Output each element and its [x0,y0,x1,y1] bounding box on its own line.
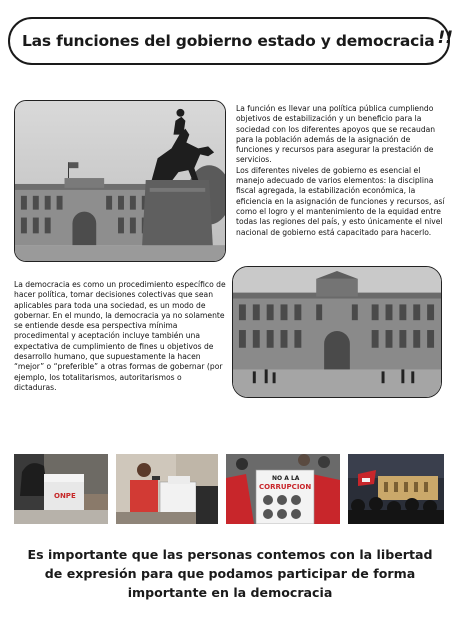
title-exclamation: !! [437,28,454,48]
function-paragraph: La función es llevar una política pública cumpliendo objetivos de estabilización y un beneficio para la sociedad con los diferentes apoyos que se recaudan para la población además de la asignación de funciones y recursos para asegurar la prestación de servicios. [236,104,436,165]
protest-sign-line2: CORRUPCION [259,483,312,491]
statue-palace-photo [14,100,226,262]
title-banner [8,17,454,65]
government-function-text [236,104,448,238]
page-title: Las funciones del gobierno estado y democracia [22,32,435,50]
protest-photo [226,454,340,524]
government-palace-photo [232,266,442,398]
voting-photo [14,454,108,524]
ballot-box-photo [116,454,218,524]
levels-paragraph: Los diferentes niveles de gobierno es esencial el manejo adecuado de varios elementos: la disciplina fiscal agregada, la estabilización económica, la eficiencia en la asignación de funciones y recursos, así como el logro y el mantenimiento de la equidad entre todas las regiones del país, y esto únicamente el nivel nacional de gobierno está capacitado para hacerlo. [236,165,445,237]
democracy-text [14,280,226,393]
closing-statement: Es importante que las personas contemos con la libertad de expresión para que podamos participar de forma importante en la democracia [27,547,433,600]
protest-sign-line1: NO A LA [272,475,300,482]
night-rally-photo [348,454,444,524]
ballot-box-label: ONPE [54,492,76,500]
democracy-paragraph: La democracia es como un procedimiento específico de hacer política, tomar decisiones colectivas que sean aplicables para toda una sociedad, es un modo de gobernar. En el mundo, la democracia ya no solamente se entiende desde esa perspectiva mínima procedimental y aceptación incluye también una expectativa de cumplimiento de fines u objetivos de desarrollo humano, que supuestamente la hacen “mejor” o “preferible” a otras formas de gobernar (por ejemplo, los totalitarismos, autoritarismos o dictaduras. [14,280,226,392]
